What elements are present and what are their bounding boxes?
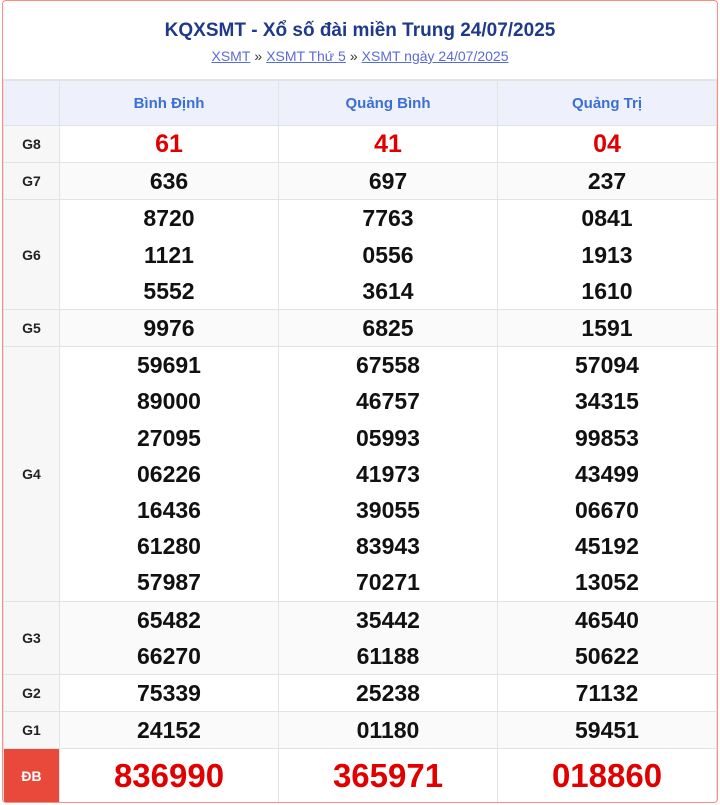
prize-cell bbox=[279, 126, 498, 163]
breadcrumb-xsmt[interactable]: XSMT bbox=[211, 48, 251, 64]
results-header bbox=[3, 1, 717, 80]
prize-number[interactable]: 27095 bbox=[137, 424, 201, 451]
prize-cell bbox=[279, 310, 498, 347]
prize-number[interactable]: 04 bbox=[593, 130, 621, 158]
prize-number[interactable]: 61280 bbox=[137, 533, 201, 560]
prize-cell bbox=[498, 749, 717, 803]
prize-number[interactable]: 1591 bbox=[581, 315, 633, 342]
prize-number[interactable]: 1121 bbox=[144, 241, 194, 268]
prize-row bbox=[4, 347, 717, 601]
prize-cell bbox=[279, 675, 498, 712]
prize-number[interactable]: 16436 bbox=[137, 497, 201, 524]
prize-number[interactable]: 06226 bbox=[137, 460, 201, 487]
prize-number[interactable]: 8720 bbox=[143, 205, 195, 232]
prize-number[interactable]: 06670 bbox=[575, 497, 639, 524]
prize-number[interactable]: 70271 bbox=[356, 569, 420, 596]
prize-cell bbox=[60, 712, 279, 749]
prize-cell bbox=[498, 347, 717, 601]
prize-number[interactable]: 01180 bbox=[356, 717, 420, 744]
prize-number[interactable]: 697 bbox=[368, 168, 408, 195]
results-table bbox=[3, 80, 717, 803]
prize-number[interactable]: 46540 bbox=[575, 606, 639, 633]
prize-number[interactable]: 71132 bbox=[575, 680, 639, 707]
province-binh-dinh[interactable]: Bình Định bbox=[60, 81, 279, 126]
prize-number[interactable]: 89000 bbox=[137, 388, 201, 415]
prize-label: G7 bbox=[4, 163, 60, 200]
prize-label: ĐB bbox=[4, 749, 60, 803]
prize-number[interactable]: 1610 bbox=[581, 277, 633, 304]
prize-row bbox=[4, 601, 717, 674]
prize-number[interactable]: 61188 bbox=[356, 642, 420, 669]
breadcrumb bbox=[3, 47, 717, 65]
prize-number[interactable]: 46757 bbox=[356, 388, 420, 415]
prize-cell bbox=[279, 712, 498, 749]
prize-cell bbox=[498, 601, 717, 674]
prize-label: G2 bbox=[4, 675, 60, 712]
prize-number[interactable]: 6825 bbox=[362, 315, 414, 342]
prize-number[interactable]: 59451 bbox=[575, 717, 639, 744]
prize-number[interactable]: 67558 bbox=[356, 352, 420, 379]
prize-number[interactable]: 3614 bbox=[362, 277, 414, 304]
prize-cell bbox=[498, 310, 717, 347]
prize-cell bbox=[60, 200, 279, 310]
results-panel bbox=[2, 0, 718, 803]
prize-cell bbox=[60, 126, 279, 163]
prize-cell bbox=[498, 712, 717, 749]
prize-label: G6 bbox=[4, 200, 60, 310]
prize-number[interactable]: 75339 bbox=[137, 680, 201, 707]
prize-number[interactable]: 66270 bbox=[137, 642, 201, 669]
breadcrumb-xsmt-date[interactable]: XSMT ngày 24/07/2025 bbox=[361, 48, 509, 64]
province-quang-binh[interactable]: Quảng Bình bbox=[279, 81, 498, 126]
prize-cell bbox=[60, 749, 279, 803]
prize-label: G8 bbox=[4, 126, 60, 163]
prize-number[interactable]: 99853 bbox=[575, 424, 639, 451]
prize-number[interactable]: 05993 bbox=[356, 424, 420, 451]
prize-number[interactable]: 836990 bbox=[113, 757, 225, 795]
prize-cell bbox=[279, 601, 498, 674]
prize-number[interactable]: 1913 bbox=[581, 241, 633, 268]
prize-cell bbox=[279, 749, 498, 803]
prize-number[interactable]: 018860 bbox=[551, 757, 663, 795]
prize-number[interactable]: 9976 bbox=[143, 315, 195, 342]
prize-cell bbox=[60, 601, 279, 674]
prize-row bbox=[4, 675, 717, 712]
prize-cell bbox=[279, 200, 498, 310]
prize-number[interactable]: 61 bbox=[155, 130, 183, 158]
prize-row bbox=[4, 310, 717, 347]
province-quang-tri[interactable]: Quảng Trị bbox=[498, 81, 717, 126]
prize-row bbox=[4, 749, 717, 803]
prize-number[interactable]: 65482 bbox=[137, 606, 201, 633]
prize-number[interactable]: 35442 bbox=[356, 606, 420, 633]
prize-number[interactable]: 34315 bbox=[575, 388, 639, 415]
prize-number[interactable]: 57987 bbox=[137, 569, 201, 596]
prize-table-body bbox=[4, 126, 717, 804]
prize-number[interactable]: 0556 bbox=[362, 241, 414, 268]
prize-cell bbox=[60, 163, 279, 200]
prize-row bbox=[4, 163, 717, 200]
prize-number[interactable]: 83943 bbox=[356, 533, 420, 560]
prize-cell bbox=[60, 310, 279, 347]
prize-number[interactable]: 7763 bbox=[362, 205, 414, 232]
prize-cell bbox=[498, 200, 717, 310]
prize-cell bbox=[60, 347, 279, 601]
prize-row bbox=[4, 712, 717, 749]
prize-number[interactable]: 237 bbox=[587, 168, 627, 195]
prize-number[interactable]: 5552 bbox=[143, 277, 195, 304]
prize-number[interactable]: 59691 bbox=[137, 352, 201, 379]
prize-number[interactable]: 0841 bbox=[581, 205, 633, 232]
prize-number[interactable]: 45192 bbox=[575, 533, 639, 560]
prize-cell bbox=[498, 126, 717, 163]
prize-row bbox=[4, 200, 717, 310]
prize-number[interactable]: 365971 bbox=[332, 757, 444, 795]
prize-number[interactable]: 636 bbox=[149, 168, 189, 195]
page-title: KQXSMT - Xổ số đài miền Trung 24/07/2025 bbox=[164, 20, 556, 41]
province-header-row bbox=[4, 81, 717, 126]
prize-cell bbox=[498, 675, 717, 712]
prize-label: G4 bbox=[4, 347, 60, 601]
prize-cell bbox=[279, 163, 498, 200]
prize-cell bbox=[279, 347, 498, 601]
prize-number[interactable]: 39055 bbox=[356, 497, 420, 524]
prize-number[interactable]: 41 bbox=[374, 130, 402, 158]
prize-cell bbox=[60, 675, 279, 712]
prize-number[interactable]: 57094 bbox=[575, 352, 639, 379]
prize-label: G1 bbox=[4, 712, 60, 749]
prize-label: G5 bbox=[4, 310, 60, 347]
prize-number[interactable]: 41973 bbox=[356, 460, 420, 487]
breadcrumb-separator: » bbox=[254, 48, 263, 64]
corner-cell bbox=[4, 81, 60, 126]
prize-number[interactable]: 50622 bbox=[575, 642, 639, 669]
breadcrumb-xsmt-thu5[interactable]: XSMT Thứ 5 bbox=[266, 48, 346, 64]
prize-number[interactable]: 24152 bbox=[137, 717, 201, 744]
prize-number[interactable]: 13052 bbox=[575, 569, 639, 596]
breadcrumb-separator: » bbox=[349, 48, 358, 64]
prize-label: G3 bbox=[4, 601, 60, 674]
prize-number[interactable]: 43499 bbox=[575, 460, 639, 487]
prize-row bbox=[4, 126, 717, 163]
prize-number[interactable]: 25238 bbox=[356, 680, 420, 707]
prize-cell bbox=[498, 163, 717, 200]
